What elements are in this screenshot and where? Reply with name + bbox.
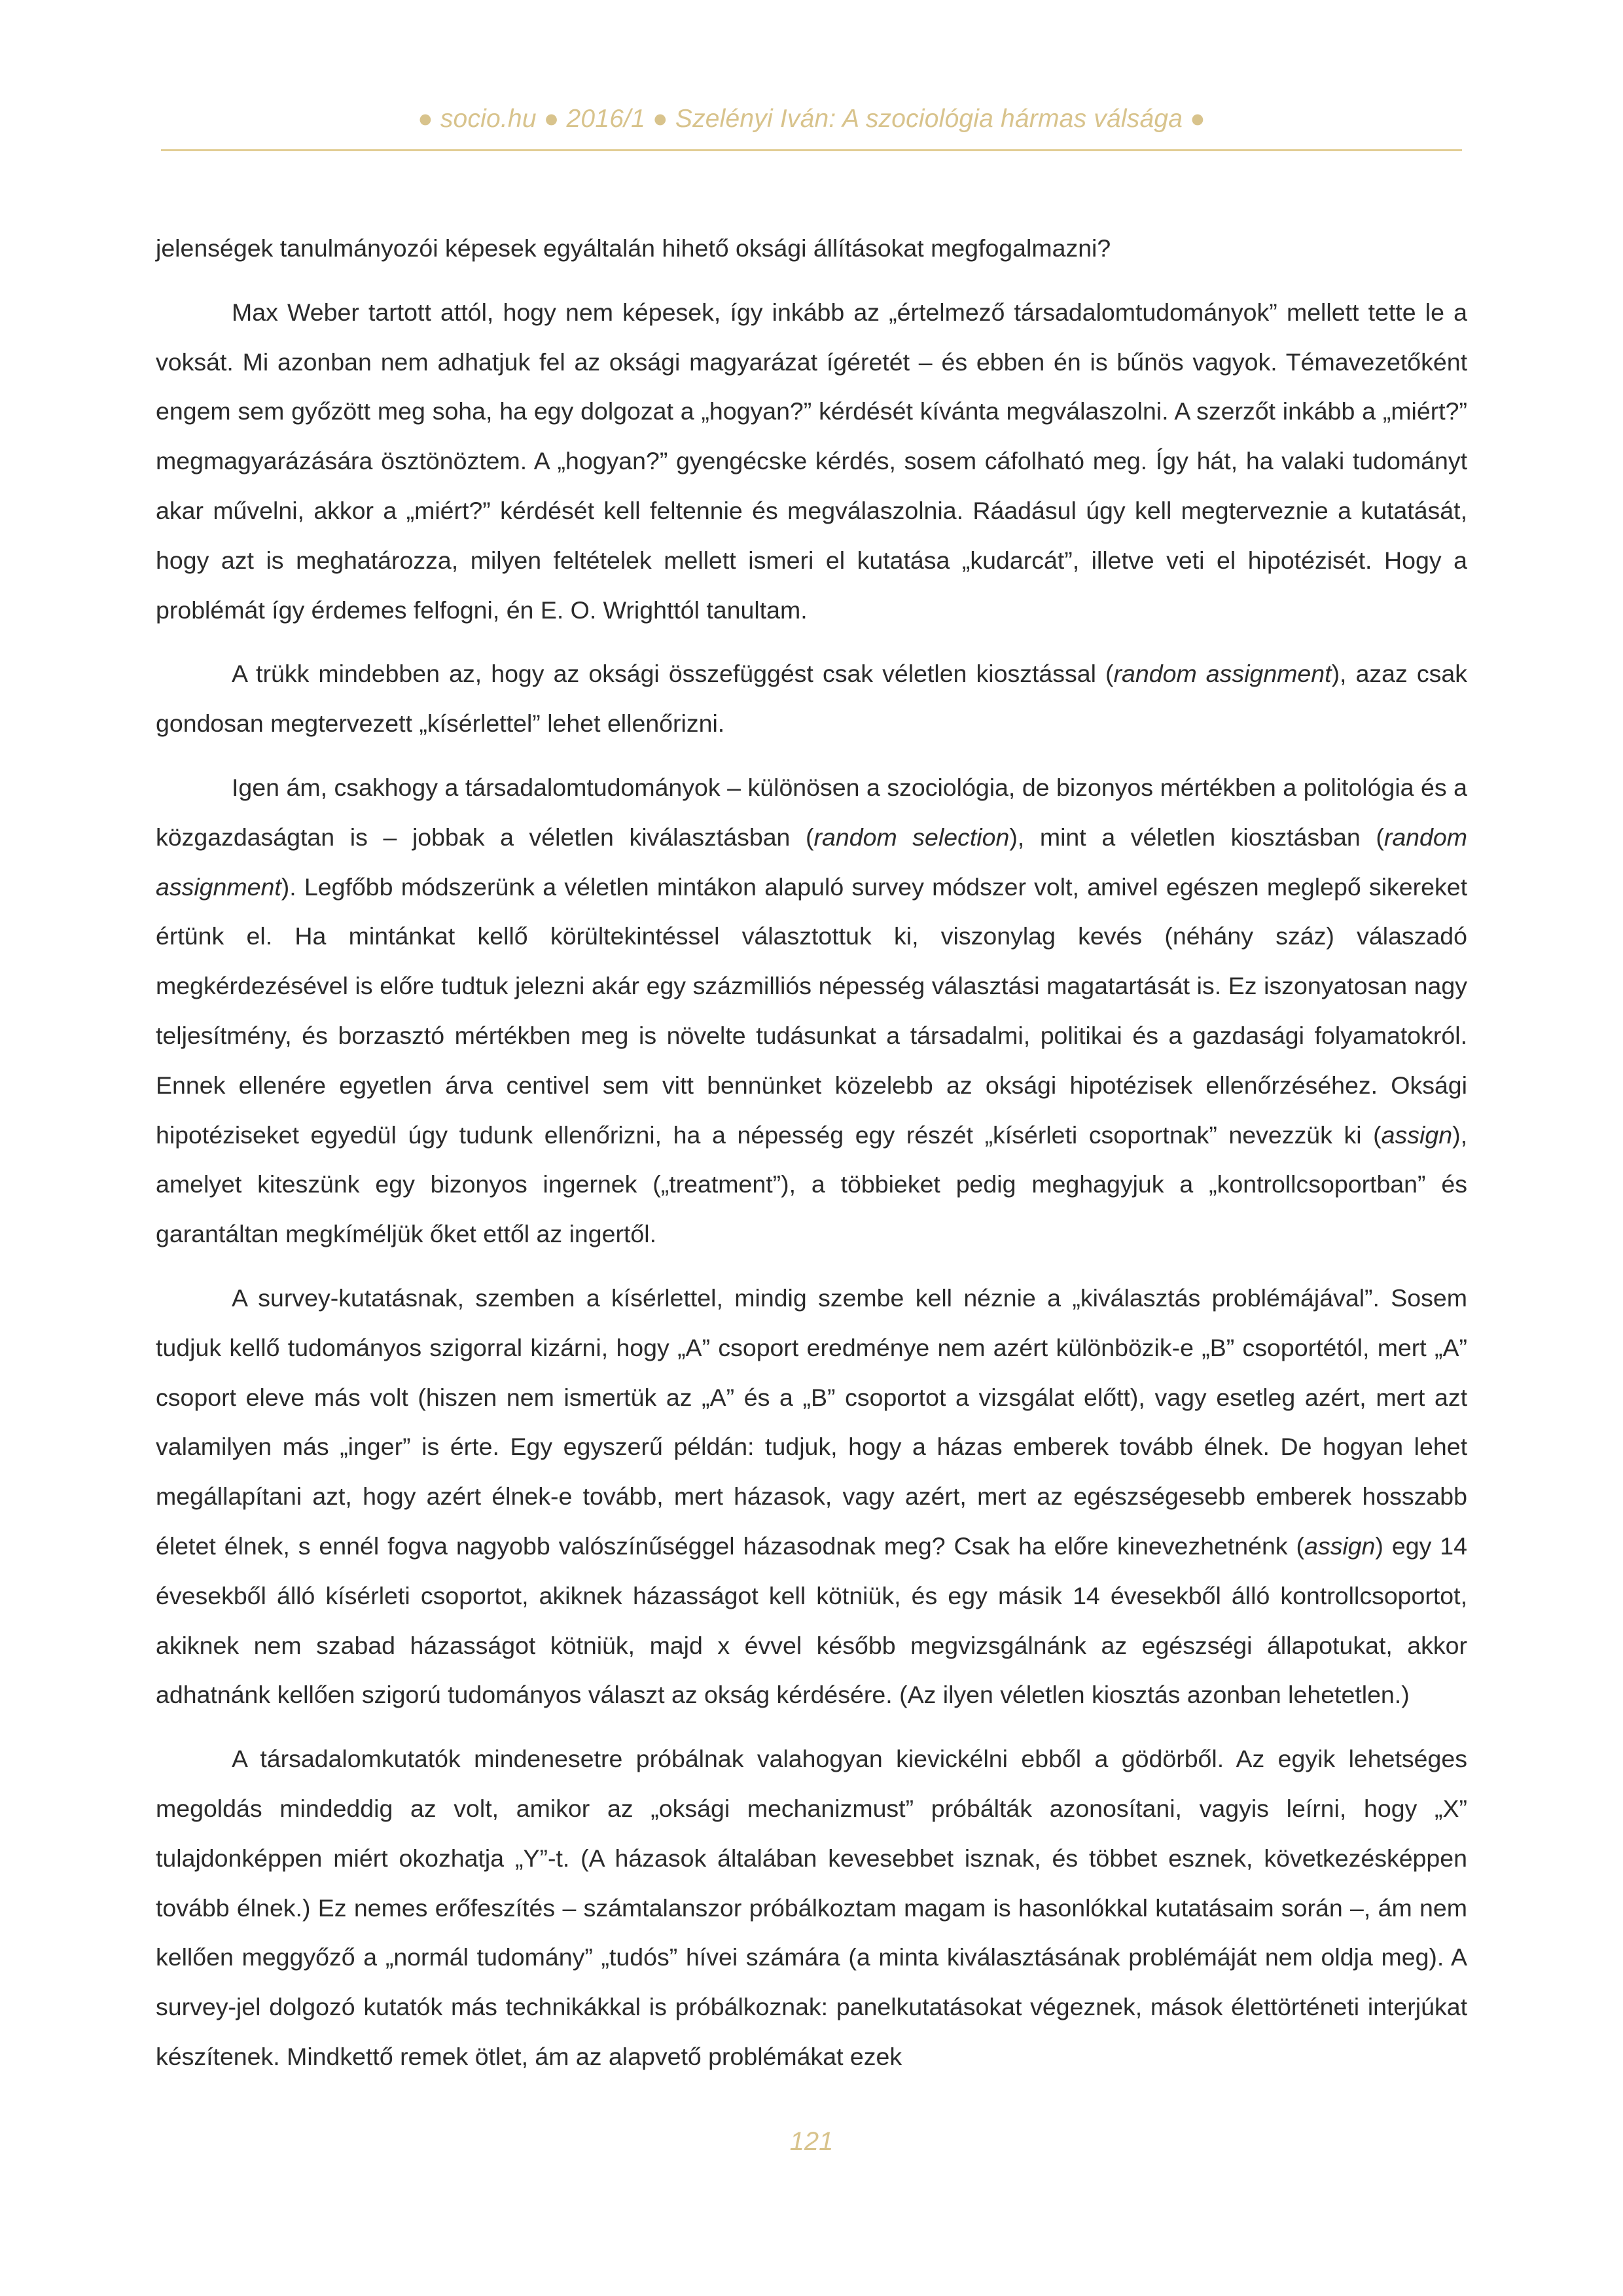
- paragraph-text: ), amelyet kiteszünk egy bizonyos ingernek („treatment”), a többieket pedig meghagyjuk a „kontrollcsoportban” és garantáltan megkíméljük őket ettől az ingertől.: [156, 1121, 1467, 1248]
- header-divider: [161, 149, 1462, 151]
- page-number: 121: [789, 2127, 834, 2156]
- italic-term: random assignment: [156, 823, 1467, 901]
- paragraph-text: Max Weber tartott attól, hogy nem képesek, így inkább az „értelmező társadalomtudományok” mellett tette le a voksát. Mi azonban nem adhatjuk fel az oksági magyarázat ígéretét – és ebben én is bűnös vagyok. Témavezetőként engem sem győzött meg soha, ha egy dolgozat a „hogyan?” kérdését kívánta megválaszolni. A szerzőt inkább a „miért?” megmagyarázására ösztönöztem. A „hogyan?” gyengécske kérdés, sosem cáfolható meg. Így hát, ha valaki tudományt akar művelni, akkor a „miért?” kérdését kell feltennie és megválaszolnia. Ráadásul úgy kell megterveznie a kutatását, hogy azt is meghatározza, milyen feltételek mellett ismeri el kutatása „kudarcát”, illetve veti el hipotézisét. Hogy a problémát így érdemes felfogni, én E. O. Wrighttól tanultam.: [156, 298, 1467, 624]
- italic-term: assign: [1381, 1121, 1453, 1149]
- paragraph-text: A survey-kutatásnak, szemben a kísérlettel, mindig szembe kell néznie a „kiválasztás problémájával”. Sosem tudjuk kellő tudományos szigorral kizárni, hogy „A” csoport eredménye nem azért különbözik-e „B” csoportétól, mert „A” csoport eleve más volt (hiszen nem ismertük az „A” és a „B” csoportot a vizsgálat előtt), vagy esetleg azért, mert azt valamilyen más „inger” is érte. Egy egyszerű példán: tudjuk, hogy a házas emberek tovább élnek. De hogyan lehet megállapítani azt, hogy azért élnek-e tovább, mert házasok, vagy azért, mert az egészségesebb emberek hosszabb életet élnek, s ennél fogva nagyobb valószínűséggel házasodnak meg? Csak ha előre kinevezhetnénk (: [156, 1283, 1467, 1560]
- paragraph-text: Igen ám, csakhogy a társadalomtudományok – különösen a szociológia, de bizonyos mértékben a politológia és a közgazdaságtan is – jobbak a véletlen kiválasztásban (: [156, 773, 1467, 851]
- paragraph: [156, 649, 1467, 749]
- paragraph: [156, 288, 1467, 636]
- italic-term: assign: [1304, 1532, 1376, 1560]
- paragraph-text: A társadalomkutatók mindenesetre próbálnak valahogyan kievickélni ebből a gödörből. Az egyik lehetséges megoldás mindeddig az volt, amikor az „oksági mechanizmust” próbálták azonosítani, vagyis leírni, hogy „X” tulajdonképpen miért okozhatja „Y”-t. (A házasok általában kevesebbet isznak, és többet esznek, következésképpen tovább élnek.) Ez nemes erőfeszítés – számtalanszor próbálkoztam magam is hasonlókkal kutatásaim során –, ám nem kellően meggyőző a „normál tudomány” „tudós” hívei számára (a minta kiválasztásának problémáját nem oldja meg). A survey-jel dolgozó kutatók más technikákkal is próbálkoznak: panelkutatásokat végeznek, mások élettörténeti interjúkat készítenek. Mindkettő remek ötlet, ám az alapvető problémákat ezek: [156, 1745, 1467, 2070]
- body-text: [156, 224, 1467, 2096]
- italic-term: random selection: [813, 823, 1010, 851]
- paragraph: [156, 1274, 1467, 1720]
- italic-term: random assignment: [1113, 660, 1332, 688]
- paragraph-text: ). Legfőbb módszerünk a véletlen mintákon alapuló survey módszer volt, amivel egészen meglepő sikereket értünk el. Ha mintánkat kellő körültekintéssel választottuk ki, viszonylag kevés (néhány száz) válaszadó megkérdezésével is előre tudtuk jelezni akár egy százmilliós népesség választási magatartását is. Ez iszonyatosan nagy teljesítmény, és borzasztó mértékben meg is növelte tudásunkat a társadalmi, politikai és a gazdasági folyamatokról. Ennek ellenére egyetlen árva centivel sem vitt bennünket közelebb az oksági hipotézisek ellenőrzéséhez. Oksági hipotéziseket egyedül úgy tudunk ellenőrizni, ha a népesség egy részét „kísérleti csoportnak” nevezzük ki (: [156, 872, 1467, 1149]
- paragraph-continued: [156, 224, 1467, 274]
- running-header: ● socio.hu ● 2016/1 ● Szelényi Iván: A szociológia hármas válsága ●: [418, 105, 1205, 133]
- paragraph-text: ), azaz csak gondosan megtervezett „kísérlettel” lehet ellenőrizni.: [156, 660, 1468, 738]
- paragraph-text: A trükk mindebben az, hogy az oksági összefüggést csak véletlen kiosztással (: [232, 660, 1114, 688]
- paragraph: [156, 1734, 1467, 2082]
- paragraph-text: ) egy 14 évesekből álló kísérleti csoportot, akiknek házasságot kell kötniük, és egy másik 14 évesekből álló kontrollcsoportot, akiknek nem szabad házasságot kötniük, majd x évvel később megvizsgálnánk az egészségi állapotukat, akkor adhatnánk kellően szigorú tudományos választ az okság kérdésére. (Az ilyen véletlen kiosztás azonban lehetetlen.): [156, 1532, 1468, 1709]
- paragraph-text: jelenségek tanulmányozói képesek egyáltalán hihető oksági állításokat megfogalmazni?: [156, 234, 1111, 262]
- paragraph: [156, 763, 1467, 1259]
- paragraph-text: ), mint a véletlen kiosztásban (: [1009, 823, 1384, 851]
